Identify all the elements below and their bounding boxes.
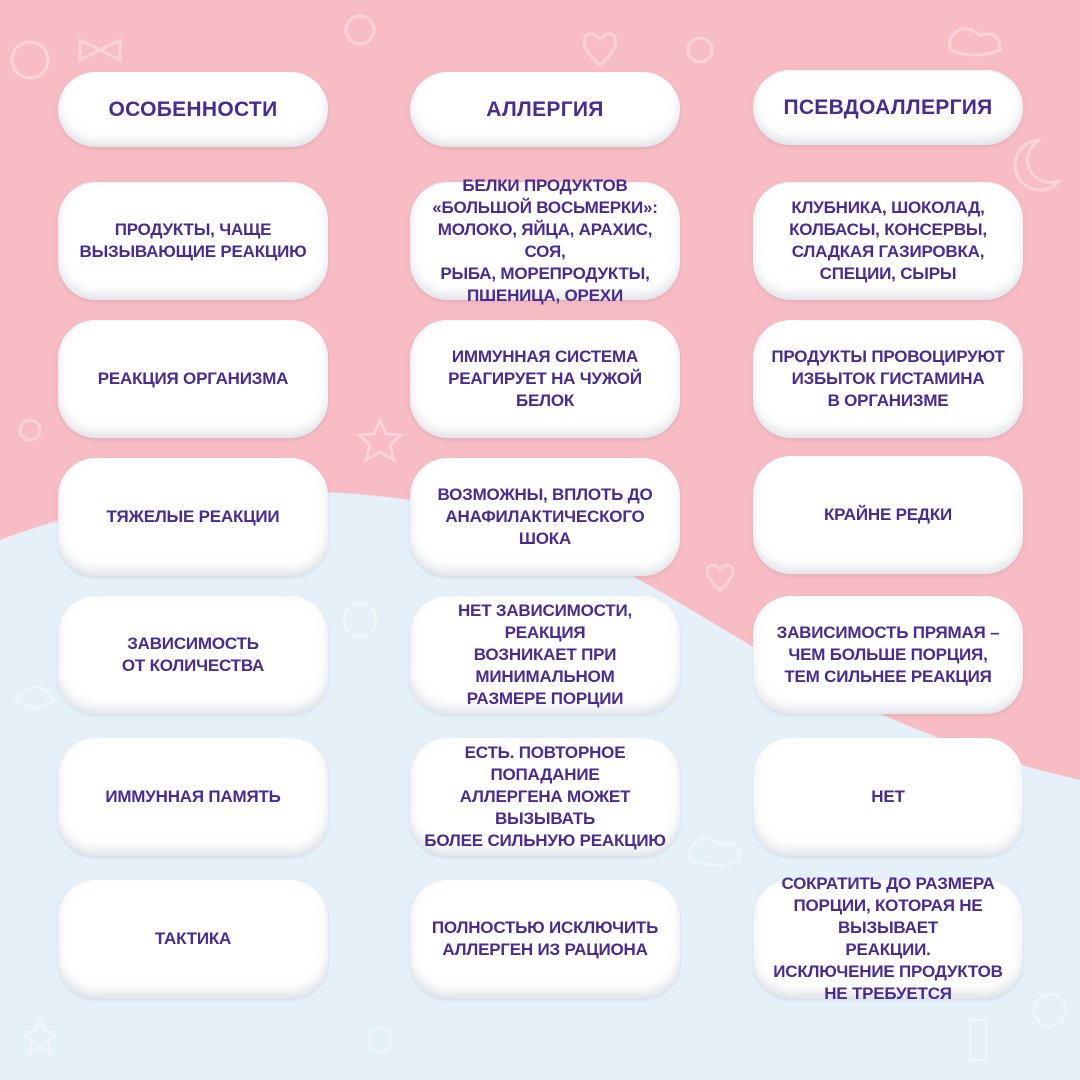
allergy-cell: [410, 880, 680, 998]
allergy-cell: [410, 320, 680, 438]
feature-cell: [58, 182, 328, 300]
pseudo-text: ЗАВИСИМОСТЬ ПРЯМАЯ – ЧЕМ БОЛЬШЕ ПОРЦИЯ, ТЕМ СИЛЬНЕЕ РЕАКЦИЯ: [776, 623, 1000, 686]
pseudo-cell: [753, 320, 1023, 438]
header-allergy: [410, 72, 680, 147]
allergy-text: НЕТ ЗАВИСИМОСТИ, РЕАКЦИЯ ВОЗНИКАЕТ ПРИ МИНИМАЛЬНОМ РАЗМЕРЕ ПОРЦИИ: [457, 601, 632, 708]
allergy-text: БЕЛКИ ПРОДУКТОВ «БОЛЬШОЙ ВОСЬМЕРКИ»: МОЛОКО, ЯЙЦА, АРАХИС, СОЯ, РЫБА, МОРЕПРОДУКТЫ, ПШЕНИЦА, ОРЕХИ: [432, 176, 658, 305]
allergy-text: ПОЛНОСТЬЮ ИСКЛЮЧИТЬ АЛЛЕРГЕН ИЗ РАЦИОНА: [431, 918, 659, 959]
header-features: [58, 72, 328, 147]
feature-cell: [58, 320, 328, 438]
pseudo-text: КРАЙНЕ РЕДКИ: [823, 505, 953, 524]
header-allergy-label: АЛЛЕРГИЯ: [486, 97, 604, 121]
header-pseudoallergy-label: ПСЕВДОАЛЛЕРГИЯ: [783, 95, 993, 119]
pseudo-cell: [753, 738, 1023, 856]
allergy-cell: [410, 176, 680, 305]
feature-text: ТАКТИКА: [154, 929, 232, 948]
feature-text: РЕАКЦИЯ ОРГАНИЗМА: [97, 369, 289, 388]
allergy-text: ЕСТЬ. ПОВТОРНОЕ ПОПАДАНИЕ АЛЛЕРГЕНА МОЖЕТ ВЫЗЫВАТЬ БОЛЕЕ СИЛЬНУЮ РЕАКЦИЮ: [424, 743, 666, 850]
pseudo-cell: [753, 874, 1023, 1003]
feature-cell: [58, 738, 328, 856]
allergy-text: ИММУННАЯ СИСТЕМА РЕАГИРУЕТ НА ЧУЖОЙ БЕЛОК: [448, 347, 642, 410]
feature-text: ЗАВИСИМОСТЬ ОТ КОЛИЧЕСТВА: [121, 634, 265, 675]
pseudo-cell: [753, 596, 1023, 714]
pseudo-text: ПРОДУКТЫ ПРОВОЦИРУЮТ ИЗБЫТОК ГИСТАМИНА В ОРГАНИЗМЕ: [771, 347, 1005, 410]
pseudo-text: КЛУБНИКА, ШОКОЛАД, КОЛБАСЫ, КОНСЕРВЫ, СЛАДКАЯ ГАЗИРОВКА, СПЕЦИИ, СЫРЫ: [789, 198, 987, 283]
allergy-cell: [410, 596, 680, 714]
header-pseudoallergy: [753, 70, 1023, 145]
feature-cell: [58, 458, 328, 576]
pseudo-text: СОКРАТИТЬ ДО РАЗМЕРА ПОРЦИИ, КОТОРАЯ НЕ ВЫЗЫВАЕТ РЕАКЦИИ. ИСКЛЮЧЕНИЕ ПРОДУКТОВ НЕ ТРЕБУЕТСЯ: [773, 874, 1003, 1003]
feature-text: ПРОДУКТЫ, ЧАЩЕ ВЫЗЫВАЮЩИЕ РЕАКЦИЮ: [79, 220, 307, 261]
pseudo-cell: [753, 456, 1023, 574]
feature-text: ТЯЖЕЛЫЕ РЕАКЦИИ: [106, 507, 280, 526]
feature-cell: [58, 880, 328, 998]
feature-cell: [58, 596, 328, 714]
pseudo-cell: [753, 182, 1023, 300]
allergy-cell: [410, 738, 680, 856]
allergy-cell: [410, 458, 680, 576]
header-features-label: ОСОБЕННОСТИ: [108, 97, 278, 121]
feature-text: ИММУННАЯ ПАМЯТЬ: [105, 787, 281, 806]
pseudo-text: НЕТ: [871, 787, 905, 806]
allergy-text: ВОЗМОЖНЫ, ВПЛОТЬ ДО АНАФИЛАКТИЧЕСКОГО ШОКА: [437, 485, 653, 548]
